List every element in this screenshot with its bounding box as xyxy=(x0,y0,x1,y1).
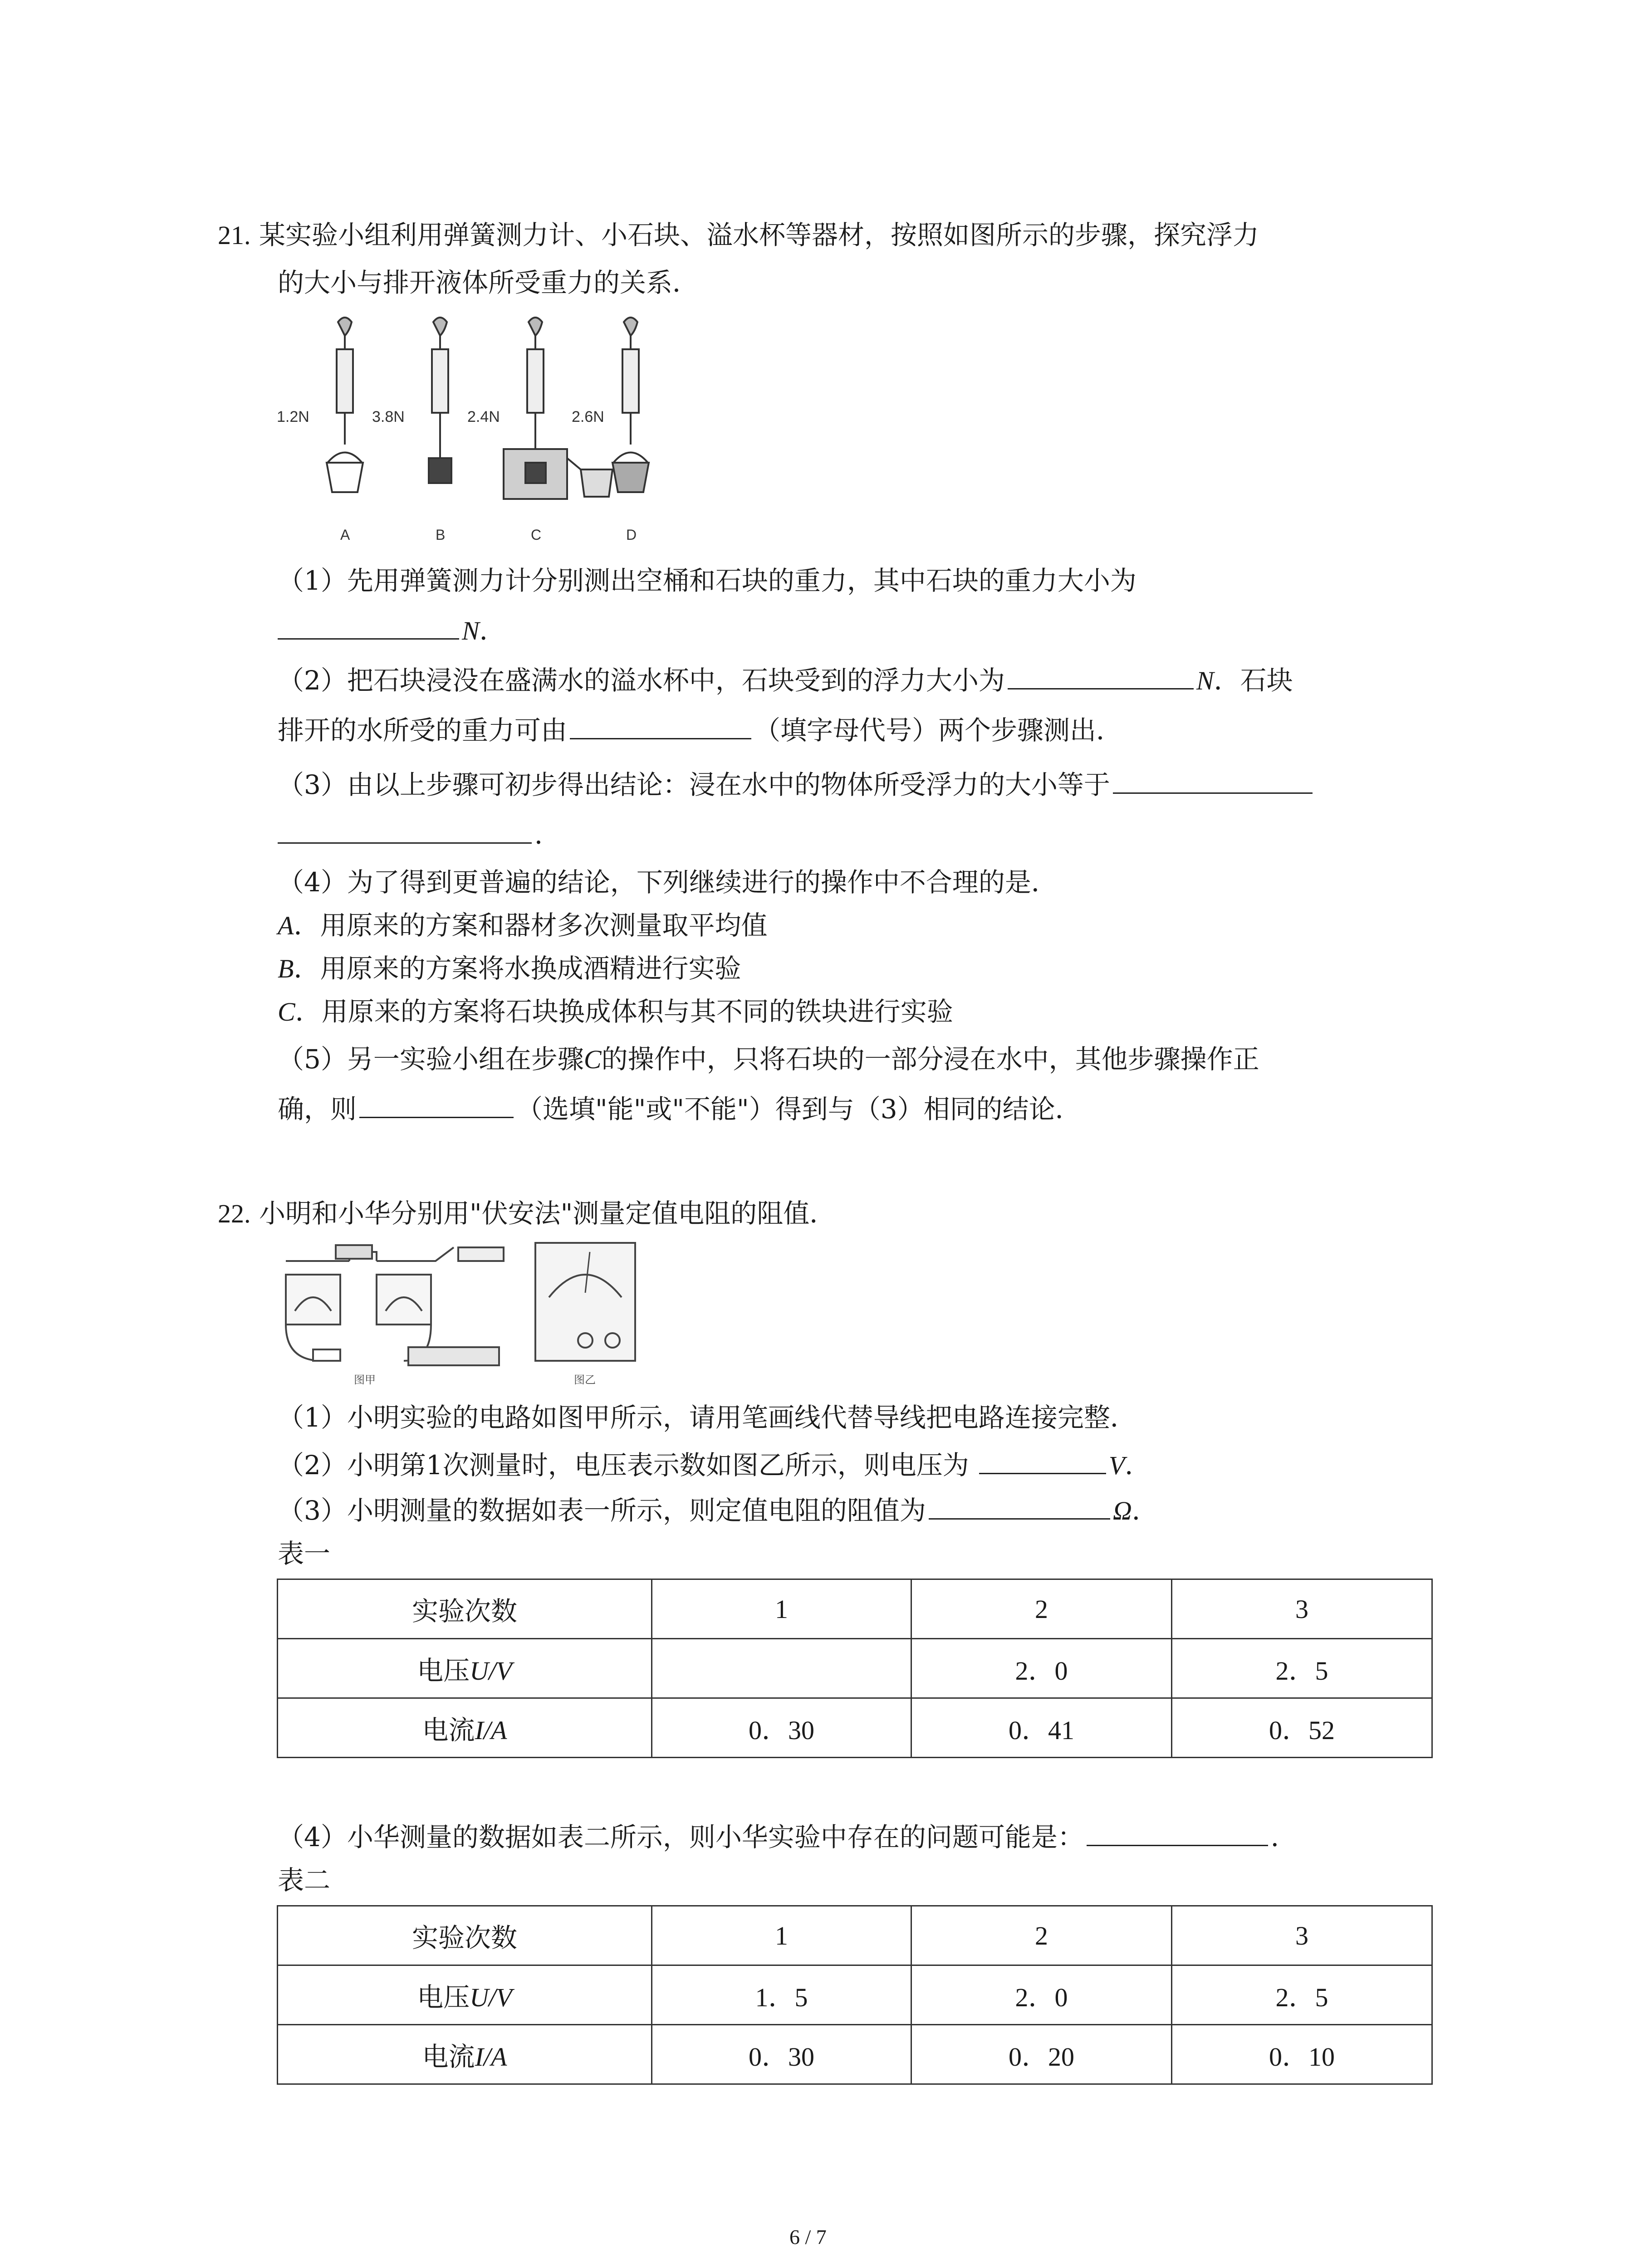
table-1 xyxy=(277,1579,1433,1758)
step-label-c: C xyxy=(531,527,542,543)
q21-answer-blank-1[interactable] xyxy=(278,613,459,640)
table1-row-voltage xyxy=(278,1639,1432,1698)
table-2 xyxy=(277,1905,1433,2085)
q21-part3-line2: ． xyxy=(278,816,561,853)
q21-part1-unit: N xyxy=(462,616,480,645)
table1-cell: 0．30 xyxy=(652,1698,911,1758)
q21-number: 21. xyxy=(218,220,251,250)
q21-part1-line2: N． xyxy=(278,612,506,649)
q21-option-b: B．用原来的方案将水换成酒精进行实验 xyxy=(278,953,741,984)
q22-part1: （1）小明实验的电路如图甲所示，请用笔画线代替导线把电路连接完整． xyxy=(278,1402,1136,1433)
q21-answer-blank-2[interactable] xyxy=(1008,663,1194,689)
table1-header-row xyxy=(278,1579,1432,1639)
table2-row-voltage xyxy=(278,1965,1432,2025)
table2-header-row xyxy=(278,1906,1432,1965)
table2-cell: 0．20 xyxy=(911,2025,1172,2084)
q21-part2-line1: （2）把石块浸没在盛满水的溢水杯中，石块受到的浮力大小为 N．石块 xyxy=(278,662,1293,699)
table2-row-label: 电流I/A xyxy=(278,2025,652,2084)
step-label-b: B xyxy=(436,527,446,543)
q21-answer-blank-5[interactable] xyxy=(278,817,532,844)
table1-title: 表一 xyxy=(278,1538,331,1569)
table1-row-label: 电压U/V xyxy=(278,1639,652,1698)
q21-option-c: C．用原来的方案将石块换成体积与其不同的铁块进行实验 xyxy=(278,996,953,1027)
q21-part5-line2: 确，则 （选填"能"或"不能"）得到与（3）相同的结论． xyxy=(278,1091,1082,1127)
table2-header-cell: 2 xyxy=(911,1906,1172,1965)
table1-row-current xyxy=(278,1698,1432,1758)
table1-cell xyxy=(652,1639,911,1698)
page-number: 6 / 7 xyxy=(789,2225,827,2248)
table2-cell: 2．5 xyxy=(1172,1965,1432,2025)
table1-cell: 0．41 xyxy=(911,1698,1172,1758)
table1-header-cell: 2 xyxy=(911,1579,1172,1639)
q21-option-a: A．用原来的方案和器材多次测量取平均值 xyxy=(278,910,768,941)
q22-part2: （2）小明第1次测量时，电压表示数如图乙所示，则电压为 V． xyxy=(278,1447,1151,1484)
table2-row-current xyxy=(278,2025,1432,2084)
q21-answer-blank-3[interactable] xyxy=(570,713,751,739)
table1-cell: 2．0 xyxy=(911,1639,1172,1698)
table1-cell: 0．52 xyxy=(1172,1698,1432,1758)
table1-row-label: 电流I/A xyxy=(278,1698,652,1758)
q21-spring-balance-figure xyxy=(277,313,753,558)
q21-part3-line1: （3）由以上步骤可初步得出结论：浸在水中的物体所受浮力的大小等于 xyxy=(278,767,1315,803)
q21-part4-line: （4）为了得到更普遍的结论，下列继续进行的操作中不合理的是． xyxy=(278,867,1058,898)
q22-circuit-figure xyxy=(277,1234,640,1388)
caption-fig-yi: 图乙 xyxy=(574,1374,596,1386)
table1-header-cell: 3 xyxy=(1172,1579,1432,1639)
q22-answer-blank-3[interactable] xyxy=(1087,1819,1268,1846)
q22-stem: 22. 小明和小华分别用"伏安法"测量定值电阻的阻值． xyxy=(218,1198,836,1229)
table2-cell: 1．5 xyxy=(652,1965,911,2025)
q22-answer-blank-1[interactable] xyxy=(979,1447,1106,1474)
table2-cell: 0．10 xyxy=(1172,2025,1432,2084)
table2-row-label: 电压U/V xyxy=(278,1965,652,2025)
q21-stem-line2: 的大小与排开液体所受重力的关系． xyxy=(278,267,699,298)
q22-answer-blank-2[interactable] xyxy=(929,1493,1110,1520)
q21-part1-line1: （1）先用弹簧测力计分别测出空桶和石块的重力，其中石块的重力大小为 xyxy=(278,565,1136,596)
q22-part3: （3）小明测量的数据如表一所示，则定值电阻的阻值为 Ω． xyxy=(278,1492,1158,1529)
q21-stem-line1 xyxy=(218,217,1259,254)
step-label-d: D xyxy=(626,527,637,543)
step-label-a: A xyxy=(340,527,350,543)
reading-a: 1.2N xyxy=(277,408,309,425)
table2-header-cell: 3 xyxy=(1172,1906,1432,1965)
table2-cell: 0．30 xyxy=(652,2025,911,2084)
table1-cell: 2．5 xyxy=(1172,1639,1432,1698)
q22-part4: （4）小华测量的数据如表二所示，则小华实验中存在的问题可能是： ． xyxy=(278,1819,1297,1855)
table2-header-cell: 实验次数 xyxy=(278,1906,652,1965)
q21-answer-blank-4[interactable] xyxy=(1113,767,1313,794)
reading-d: 2.6N xyxy=(572,408,604,425)
q21-answer-blank-6[interactable] xyxy=(359,1091,514,1118)
q21-part5-line1: （5）另一实验小组在步骤C的操作中，只将石块的一部分浸在水中，其他步骤操作正 xyxy=(278,1044,1259,1075)
table1-header-cell: 1 xyxy=(652,1579,911,1639)
caption-fig-jia: 图甲 xyxy=(354,1374,376,1386)
q21-part2-line2: 排开的水所受的重力可由 （填字母代号）两个步骤测出． xyxy=(278,712,1122,748)
reading-b: 3.8N xyxy=(372,408,405,425)
q22-number: 22. xyxy=(218,1199,251,1228)
table1-header-cell: 实验次数 xyxy=(278,1579,652,1639)
q21-stem-text: 某实验小组利用弹簧测力计、小石块、溢水杯等器材，按照如图所示的步骤，探究浮力 xyxy=(259,220,1259,250)
reading-c: 2.4N xyxy=(467,408,500,425)
table2-title: 表二 xyxy=(278,1865,331,1896)
table2-cell: 2．0 xyxy=(911,1965,1172,2025)
table2-header-cell: 1 xyxy=(652,1906,911,1965)
